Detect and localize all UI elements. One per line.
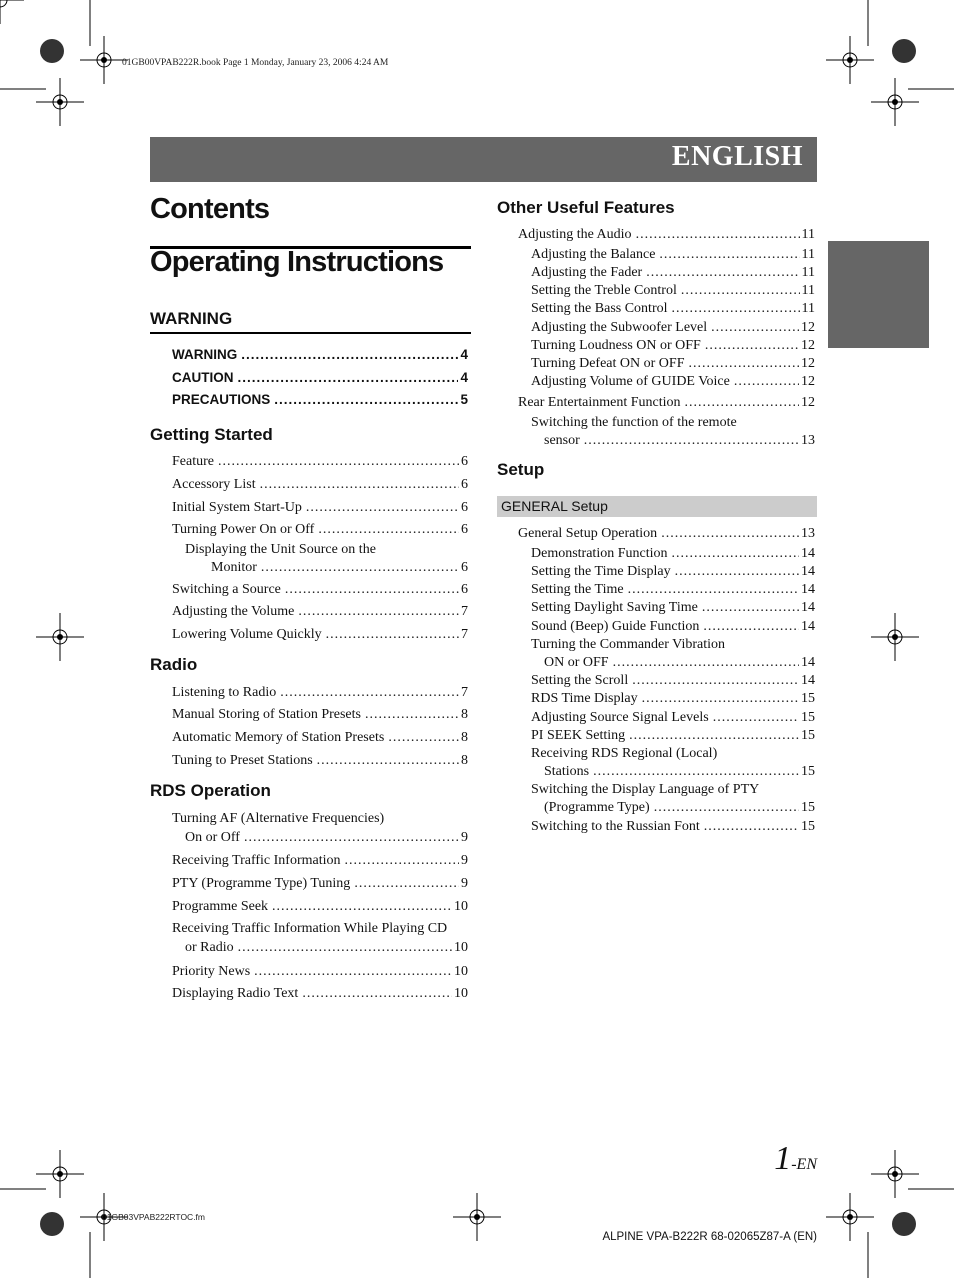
toc-page-number: 10 [454,964,468,979]
toc-page-number: 15 [801,710,815,725]
toc-entry [531,728,815,744]
toc-entry-title: Initial System Start-Up [172,500,302,515]
toc-page-number: 6 [461,454,468,469]
heading-radio: Radio [150,655,198,674]
toc-leader [705,338,799,354]
toc-page-number: 14 [801,546,815,561]
toc-entry-title: Switching the Display Language of PTY [531,782,760,797]
toc-entry-title: Setting the Scroll [531,673,629,688]
toc-entry [172,347,468,363]
toc-page-number: 7 [461,685,468,700]
toc-page-number: 14 [801,619,815,634]
toc-entry-title: CAUTION [172,370,234,385]
toc-leader [280,685,459,701]
toc-entry-title: Sound (Beep) Guide Function [531,619,700,634]
toc-entry-title: Monitor [211,560,257,575]
toc-entry [544,655,815,671]
toc-entry-title: Manual Storing of Station Presets [172,707,361,722]
toc-entry [531,283,815,299]
toc-entry-title: Demonstration Function [531,546,668,561]
toc-leader [642,691,799,707]
toc-entry [531,356,815,372]
toc-page-number: 7 [461,627,468,642]
toc-entry-title: Turning AF (Alternative Frequencies) [172,811,385,826]
toc-entry [172,604,468,620]
toc-page-number: 4 [460,347,468,362]
toc-page-number: 15 [801,800,815,815]
toc-leader [659,247,799,263]
toc-entry-title: sensor [544,433,580,448]
toc-leader [318,522,459,538]
language-label: ENGLISH [671,141,803,172]
toc-entry-title: Turning Defeat ON or OFF [531,356,685,371]
toc-page-number: 10 [454,940,468,955]
toc-page-number: 6 [461,582,468,597]
toc-leader [654,800,799,816]
toc-entry-title: (Programme Type) [544,800,650,815]
toc-entry [531,301,815,317]
section-title-operating: Operating Instructions [150,246,444,278]
page-number-value: 1 [774,1140,792,1177]
page-number [774,1140,817,1178]
toc-leader [272,899,452,915]
toc-entry [172,964,468,980]
toc-page-number: 10 [454,986,468,1001]
toc-leader [584,433,799,449]
toc-entry [172,753,468,769]
toc-leader [317,753,459,769]
toc-page-number: 12 [801,374,815,389]
toc-entry [531,582,815,598]
toc-entry [531,673,815,689]
toc-page-number: 14 [801,600,815,615]
toc-page-number: 14 [801,655,815,670]
toc-page-number: 9 [461,830,468,845]
toc-page-number: 12 [801,320,815,335]
subheading-general-setup [497,496,817,517]
toc-entry [531,564,815,580]
toc-page-number: 11 [801,283,815,298]
toc-page-number: 12 [801,338,815,353]
toc-entry-title: Switching the function of the remote [531,415,737,430]
toc-entry-title: Displaying Radio Text [172,986,299,1001]
toc-entry-title: PTY (Programme Type) Tuning [172,876,351,891]
toc-entry-title: Receiving Traffic Information While Playing CD [172,921,448,936]
toc-entry-title: WARNING [172,347,238,362]
toc-page-number: 6 [461,500,468,515]
toc-entry-title: Adjusting the Subwoofer Level [531,320,708,335]
toc-entry [531,320,815,336]
toc-entry [172,986,468,1002]
toc-entry-title: Setting the Time Display [531,564,671,579]
toc-entry [172,853,468,869]
toc-page-number: 13 [801,526,815,541]
toc-page-number: 11 [801,265,815,280]
toc-entry [531,600,815,616]
toc-entry-title: Receiving Traffic Information [172,853,341,868]
toc-leader [704,819,799,835]
toc-entry [531,691,815,707]
toc-entry-title: Automatic Memory of Station Presets [172,730,385,745]
toc-leader [613,655,799,671]
toc-leader [326,627,459,643]
toc-page-number: 8 [461,753,468,768]
toc-leader [702,600,799,616]
toc-leader [632,673,799,689]
toc-leader [672,546,800,562]
toc-page-number: 11 [801,301,815,316]
toc-entry [172,454,468,470]
toc-entry [518,526,815,542]
toc-entry-title: Adjusting Volume of GUIDE Voice [531,374,730,389]
toc-page-number: 12 [801,356,815,371]
toc-entry-title: PRECAUTIONS [172,392,271,407]
toc-entry-title: Tuning to Preset Stations [172,753,313,768]
toc-page-number: 14 [801,673,815,688]
toc-entry-title: General Setup Operation [518,526,658,541]
toc-page-number: 15 [801,819,815,834]
toc-leader [688,356,799,372]
toc-entry-title: Setting the Time [531,582,624,597]
toc-entry-title: Receiving RDS Regional (Local) [531,746,718,761]
toc-leader [711,320,799,336]
toc-leader [365,707,459,723]
toc-leader [306,500,459,516]
toc-entry-title: Adjusting the Audio [518,227,632,242]
toc-entry-title: Setting the Bass Control [531,301,668,316]
heading-warning: WARNING [150,309,233,328]
header-meta: 01GB00VPAB222R.book Page 1 Monday, January 23, 2006 4:24 AM [122,58,389,68]
toc-entry [172,707,468,723]
toc-entry [172,392,468,408]
toc-entry-title: Adjusting Source Signal Levels [531,710,709,725]
toc-page-number: 15 [801,691,815,706]
toc-entry [172,477,468,493]
toc-entry-title: Lowering Volume Quickly [172,627,322,642]
toc-entry [172,899,468,915]
toc-leader [703,619,799,635]
toc-entry-title: Priority News [172,964,251,979]
heading-other-features: Other Useful Features [497,198,675,217]
toc-page-number: 9 [461,853,468,868]
toc-entry-title: Setting Daylight Saving Time [531,600,698,615]
toc-entry-title: Adjusting the Volume [172,604,295,619]
toc-leader [675,564,799,580]
toc-page-number: 13 [801,433,815,448]
heading-setup: Setup [497,460,545,479]
toc-leader [713,710,799,726]
toc-page-number: 14 [801,564,815,579]
toc-entry-title: On or Off [185,830,240,845]
toc-entry [531,819,815,835]
toc-leader [636,227,800,243]
toc-page-number: 8 [461,730,468,745]
toc-page-number: 6 [461,560,468,575]
toc-page-number: 9 [461,876,468,891]
toc-leader [260,477,459,493]
toc-page-number: 15 [801,764,815,779]
toc-page-number: 11 [801,227,815,242]
toc-entry-title: Rear Entertainment Function [518,395,681,410]
toc-leader [388,730,459,746]
toc-entry-title: or Radio [185,940,234,955]
toc-leader [672,301,800,317]
toc-leader [685,395,799,411]
toc-entry [531,338,815,354]
toc-entry-title: Displaying the Unit Source on the [185,542,376,557]
toc-entry-title: Turning the Commander Vibration [531,637,725,652]
footer-filename: 01GB03VPAB222RTOC.fm [102,1212,205,1222]
page-title: Contents [150,193,270,225]
toc-entry [172,582,468,598]
toc-page-number: 8 [461,707,468,722]
toc-entry [531,247,815,263]
toc-entry [518,395,815,411]
toc-page-number: 14 [801,582,815,597]
toc-entry [531,374,815,390]
toc-entry [518,227,815,243]
toc-entry [172,627,468,643]
toc-entry-title: Adjusting the Balance [531,247,656,262]
toc-entry [531,619,815,635]
toc-leader [681,283,800,299]
toc-leader [238,940,452,956]
toc-page-number: 15 [801,728,815,743]
toc-page-number: 4 [460,370,468,385]
page-number-suffix: -EN [791,1156,817,1173]
toc-leader [254,964,452,980]
toc-page-number: 10 [454,899,468,914]
toc-page-number: 5 [460,392,468,407]
toc-page-number: 12 [801,395,815,410]
toc-entry [172,685,468,701]
toc-entry [531,546,815,562]
toc-page-number: 7 [461,604,468,619]
footer-model: ALPINE VPA-B222R 68-02065Z87-A (EN) [602,1231,817,1243]
toc-page-number: 6 [461,477,468,492]
toc-entry-title: Turning Loudness ON or OFF [531,338,701,353]
toc-entry-title: Adjusting the Fader [531,265,643,280]
toc-leader [628,582,799,598]
toc-entry-title: ON or OFF [544,655,609,670]
toc-leader [345,853,460,869]
toc-entry [544,764,815,780]
toc-entry-title: Programme Seek [172,899,269,914]
toc-leader [274,392,458,408]
heading-getting-started: Getting Started [150,425,273,444]
toc-entry [211,560,468,576]
toc-leader [261,560,459,576]
toc-leader [244,830,459,846]
toc-entry [172,730,468,746]
toc-entry [172,876,468,892]
toc-entry-title: Switching a Source [172,582,281,597]
toc-leader [661,526,799,542]
toc-entry [172,370,468,386]
toc-entry [531,710,815,726]
toc-leader [629,728,799,744]
toc-entry [185,830,468,846]
toc-entry-title: Setting the Treble Control [531,283,677,298]
toc-leader [241,347,458,363]
toc-entry-title: Stations [544,764,590,779]
toc-leader [734,374,799,390]
toc-entry-title: Turning Power On or Off [172,522,315,537]
toc-entry-title: Switching to the Russian Font [531,819,700,834]
toc-leader [238,370,459,386]
toc-page-number: 6 [461,522,468,537]
heading-rds-operation: RDS Operation [150,781,271,800]
toc-entry-title: PI SEEK Setting [531,728,626,743]
toc-entry [544,800,815,816]
toc-leader [646,265,799,281]
toc-leader [302,986,452,1002]
toc-leader [354,876,459,892]
subheading-label: GENERAL Setup [501,498,608,514]
toc-leader [593,764,799,780]
divider [150,332,471,334]
side-tab [828,241,929,348]
toc-entry [172,500,468,516]
toc-entry-title: Accessory List [172,477,256,492]
toc-leader [218,454,459,470]
toc-page-number: 11 [801,247,815,262]
toc-leader [298,604,459,620]
toc-entry-title: Feature [172,454,214,469]
toc-leader [285,582,459,598]
toc-entry [531,265,815,281]
toc-entry-title: RDS Time Display [531,691,638,706]
toc-entry [185,940,468,956]
toc-entry [172,522,468,538]
language-banner [150,137,817,182]
toc-entry [544,433,815,449]
toc-entry-title: Listening to Radio [172,685,277,700]
